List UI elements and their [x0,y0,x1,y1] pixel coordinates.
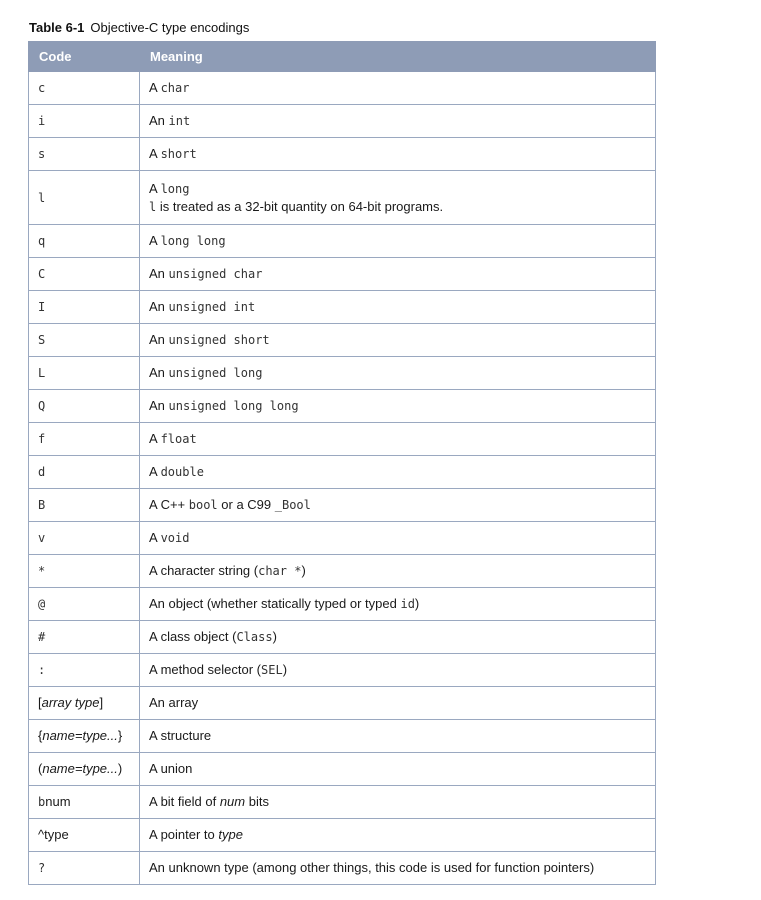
meaning-text: ) [272,629,277,644]
code-value: C [38,267,46,281]
code-cell [29,852,140,885]
meaning-text: An [149,266,169,281]
meaning-text: A structure [149,728,212,743]
table-row [29,786,656,819]
table-row [29,423,656,456]
code-value: ( [38,761,43,776]
table-row [29,522,656,555]
code-value: ^ [38,827,45,842]
meaning-text: bits [245,794,269,809]
meaning-text: A C++ [149,497,189,512]
table-row [29,720,656,753]
table-row [29,621,656,654]
meaning-text: An unknown type (among other things, this code is used for function pointers) [149,860,595,875]
meaning-text: An array [149,695,199,710]
meaning-cell [140,390,656,423]
code-placeholder: num [45,794,71,809]
meaning-code: _Bool [274,498,311,512]
meaning-text: ) [282,662,288,677]
table-row [29,390,656,423]
table-row [29,225,656,258]
meaning-text: A class object ( [149,629,237,644]
code-value: @ [38,597,46,611]
meaning-code: long [160,181,190,196]
meaning-cell [140,324,656,357]
code-value: f [38,432,46,446]
meaning-text: An [149,332,169,347]
table-row [29,456,656,489]
code-cell [29,390,140,423]
code-cell [29,291,140,324]
table-title: Objective-C type encodings [90,20,250,35]
code-value: q [38,234,46,248]
meaning-cell [140,456,656,489]
code-value: # [38,630,46,644]
meaning-text: A [149,530,161,545]
code-value: } [117,728,123,743]
meaning-text: A pointer to [149,827,219,842]
meaning-cell [140,171,656,225]
meaning-text: A [149,464,161,479]
meaning-emphasis: type [218,827,243,842]
meaning-text: A [149,80,161,95]
code-value: s [38,147,46,161]
code-cell [29,654,140,687]
code-placeholder: name=type... [42,728,118,743]
code-cell [29,258,140,291]
table-row [29,171,656,225]
code-cell [29,72,140,105]
meaning-text: A [149,180,161,196]
table-caption [29,19,249,36]
code-cell [29,588,140,621]
table-row [29,852,656,885]
meaning-cell [140,555,656,588]
code-value: ] [99,695,104,710]
code-value: * [38,564,46,578]
code-value: c [38,81,46,95]
table-row [29,105,656,138]
code-placeholder: type [44,827,69,842]
code-value: I [38,300,46,314]
meaning-code: long long [160,234,226,248]
meaning-text: or a C99 [217,497,275,512]
header-row [29,42,656,72]
meaning-cell [140,258,656,291]
meaning-text: An [149,398,169,413]
code-cell [29,819,140,852]
meaning-cell [140,786,656,819]
code-value: Q [38,399,46,413]
code-value: [ [38,695,42,710]
meaning-code: unsigned char [168,267,263,281]
meaning-cell [140,621,656,654]
code-value: ) [117,761,123,776]
type-encodings-table [28,41,656,885]
table-row [29,324,656,357]
meaning-code: SEL [261,663,283,677]
table-row [29,72,656,105]
meaning-cell [140,489,656,522]
meaning-cell [140,522,656,555]
meaning-text: An [149,365,169,380]
meaning-code: unsigned short [168,333,270,347]
meaning-text: A [149,146,161,161]
meaning-cell [140,852,656,885]
meaning-code: unsigned long [168,366,263,380]
meaning-code: short [160,147,197,161]
meaning-code: unsigned int [168,300,256,314]
meaning-text: A character string ( [149,563,259,578]
note-code: l [149,199,157,214]
code-cell [29,720,140,753]
meaning-cell [140,225,656,258]
code-cell [29,225,140,258]
code-value: b [38,795,46,809]
meaning-cell [140,357,656,390]
code-cell [29,753,140,786]
meaning-text: An object (whether statically typed or typed [149,596,401,611]
table-row [29,555,656,588]
meaning-text: A union [149,761,193,776]
code-value: B [38,498,46,512]
code-value: L [38,366,46,380]
table-number: Table 6-1 [29,20,85,35]
code-cell [29,786,140,819]
code-value: v [38,531,46,545]
code-cell [29,357,140,390]
code-cell [29,138,140,171]
meaning-code: Class [236,630,273,644]
code-cell [29,105,140,138]
column-header-code: Code [29,42,140,72]
meaning-code: double [160,465,204,479]
code-value: l [38,190,46,205]
code-value: S [38,333,46,347]
meaning-cell [140,138,656,171]
meaning-cell [140,105,656,138]
meaning-code: void [160,531,190,545]
code-cell [29,324,140,357]
table-row [29,687,656,720]
code-value: d [38,465,46,479]
meaning-cell [140,819,656,852]
meaning-text: A [149,431,161,446]
code-cell [29,423,140,456]
code-placeholder: array type [41,695,100,710]
table-row [29,753,656,786]
table-row [29,819,656,852]
code-cell [29,456,140,489]
code-value: { [38,728,43,743]
note-text: is treated as a 32-bit quantity on 64-bit programs. [156,198,444,214]
meaning-text: An [149,299,169,314]
code-cell [29,522,140,555]
code-value: i [38,114,46,128]
meaning-code: char * [258,564,302,578]
meaning-cell [140,753,656,786]
table-row [29,357,656,390]
meaning-code: char [160,81,190,95]
meaning-cell [140,291,656,324]
meaning-text: ) [414,596,420,611]
meaning-cell [140,588,656,621]
meaning-text: An [149,113,169,128]
table-row [29,291,656,324]
meaning-cell [140,720,656,753]
meaning-text: A method selector ( [149,662,261,677]
table-row [29,489,656,522]
meaning-code: bool [188,498,218,512]
meaning-cell [140,687,656,720]
meaning-code: int [168,114,191,128]
table-row [29,138,656,171]
code-placeholder: name=type... [42,761,118,776]
meaning-code: unsigned long long [168,399,299,413]
table-row [29,588,656,621]
table-row [29,654,656,687]
meaning-code: float [160,432,197,446]
meaning-text: A bit field of [149,794,220,809]
code-value: : [38,663,46,677]
column-header-meaning: Meaning [140,42,656,72]
meaning-cell [140,654,656,687]
meaning-emphasis: num [219,794,246,809]
table-row [29,258,656,291]
code-cell [29,171,140,225]
code-cell [29,489,140,522]
meaning-text: ) [301,563,306,578]
code-cell [29,621,140,654]
meaning-cell [140,423,656,456]
meaning-text: A [149,233,161,248]
code-cell [29,555,140,588]
code-value: ? [38,861,46,875]
meaning-cell [140,72,656,105]
code-cell [29,687,140,720]
meaning-code: id [400,597,415,611]
